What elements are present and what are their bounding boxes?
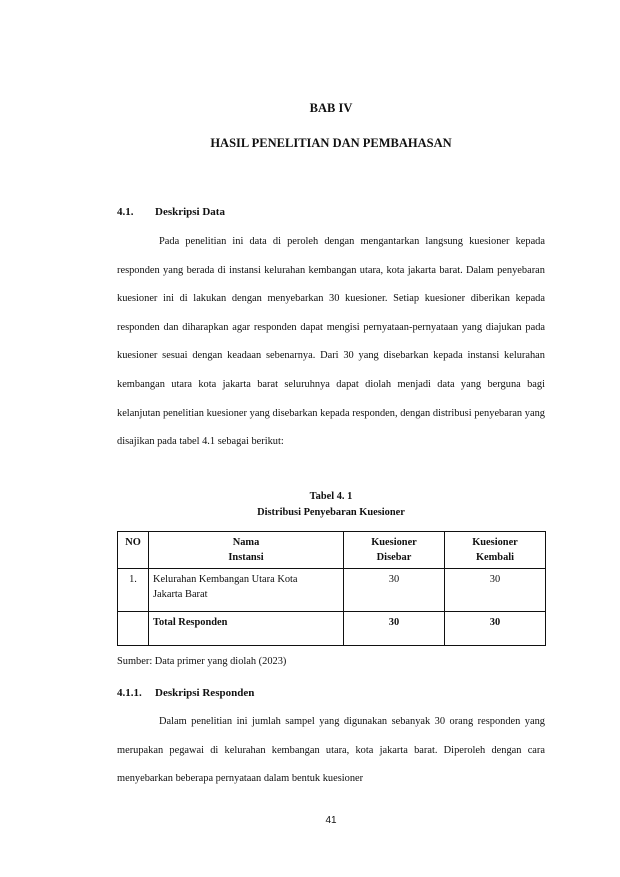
table-caption-title: Distribusi Penyebaran Kuesioner [257, 507, 405, 518]
subsection-number: 4.1.1. [117, 687, 142, 699]
table-row [118, 569, 546, 612]
table-caption-number: Tabel 4. 1 [309, 491, 353, 502]
header-disebar [344, 532, 445, 569]
row-disebar: 30 [344, 569, 445, 612]
row-instansi [149, 569, 344, 612]
chapter-number: BAB IV [309, 101, 353, 115]
header-kembali-line1: Kuesioner [472, 537, 518, 548]
header-instansi-line2: Instansi [228, 552, 264, 563]
table-total-row [118, 612, 546, 646]
header-kembali [445, 532, 546, 569]
header-instansi-line1: Nama [232, 537, 260, 548]
row-no: 1. [118, 569, 149, 612]
total-kembali: 30 [445, 612, 546, 646]
header-disebar-line1: Kuesioner [371, 537, 417, 548]
header-no: NO [118, 532, 149, 569]
header-kembali-line2: Kembali [475, 552, 515, 563]
total-disebar: 30 [344, 612, 445, 646]
total-label: Total Responden [149, 612, 344, 646]
row-instansi-line1: Kelurahan Kembangan Utara Kota [153, 574, 298, 585]
header-disebar-line2: Disebar [376, 552, 412, 563]
row-kembali: 30 [445, 569, 546, 612]
table-source: Sumber: Data primer yang diolah (2023) [117, 656, 287, 667]
section-number: 4.1. [117, 206, 134, 218]
distribution-table [117, 531, 546, 646]
total-no-cell [118, 612, 149, 646]
section-title: Deskripsi Data [155, 206, 225, 218]
subsection-title: Deskripsi Responden [155, 687, 255, 699]
table-header-row [118, 532, 546, 569]
chapter-title: HASIL PENELITIAN DAN PEMBAHASAN [210, 136, 452, 150]
body-paragraph: Pada penelitian ini data di peroleh dengan mengantarkan langsung kuesioner kepada responden yang berada di instansi kelurahan kembangan utara, kota jakarta barat. Dalam penyebaran kuesioner ini di lakukan dengan menyebarkan 30 kuesioner. Setiap kuesioner diberikan kepada responden dan diharapkan agar responden dapat mengisi pernyataan-pernyataan yang diajukan pada kuesioner sesuai dengan keadaan sebenarnya. Dari 30 yang disebarkan kepada instansi kelurahan kembangan utara kota jakarta barat seluruhnya dapat diolah menjadi data yang berguna bagi kelanjutan penelitian kuesioner yang disebarkan kepada responden, dengan distribusi penyebaran yang disajikan pada tabel 4.1 sebagai berikut: [117, 236, 545, 448]
header-instansi [149, 532, 344, 569]
page-number: 41 [325, 815, 337, 826]
body-paragraph-2: Dalam penelitian ini jumlah sampel yang digunakan sebanyak 30 orang responden yang merupakan pegawai di kelurahan kembangan utara, kota jakarta barat. Diperoleh dengan cara menyebarkan beberapa pernyataan dalam bentuk kuesioner [117, 716, 545, 785]
row-instansi-line2: Jakarta Barat [153, 589, 208, 600]
